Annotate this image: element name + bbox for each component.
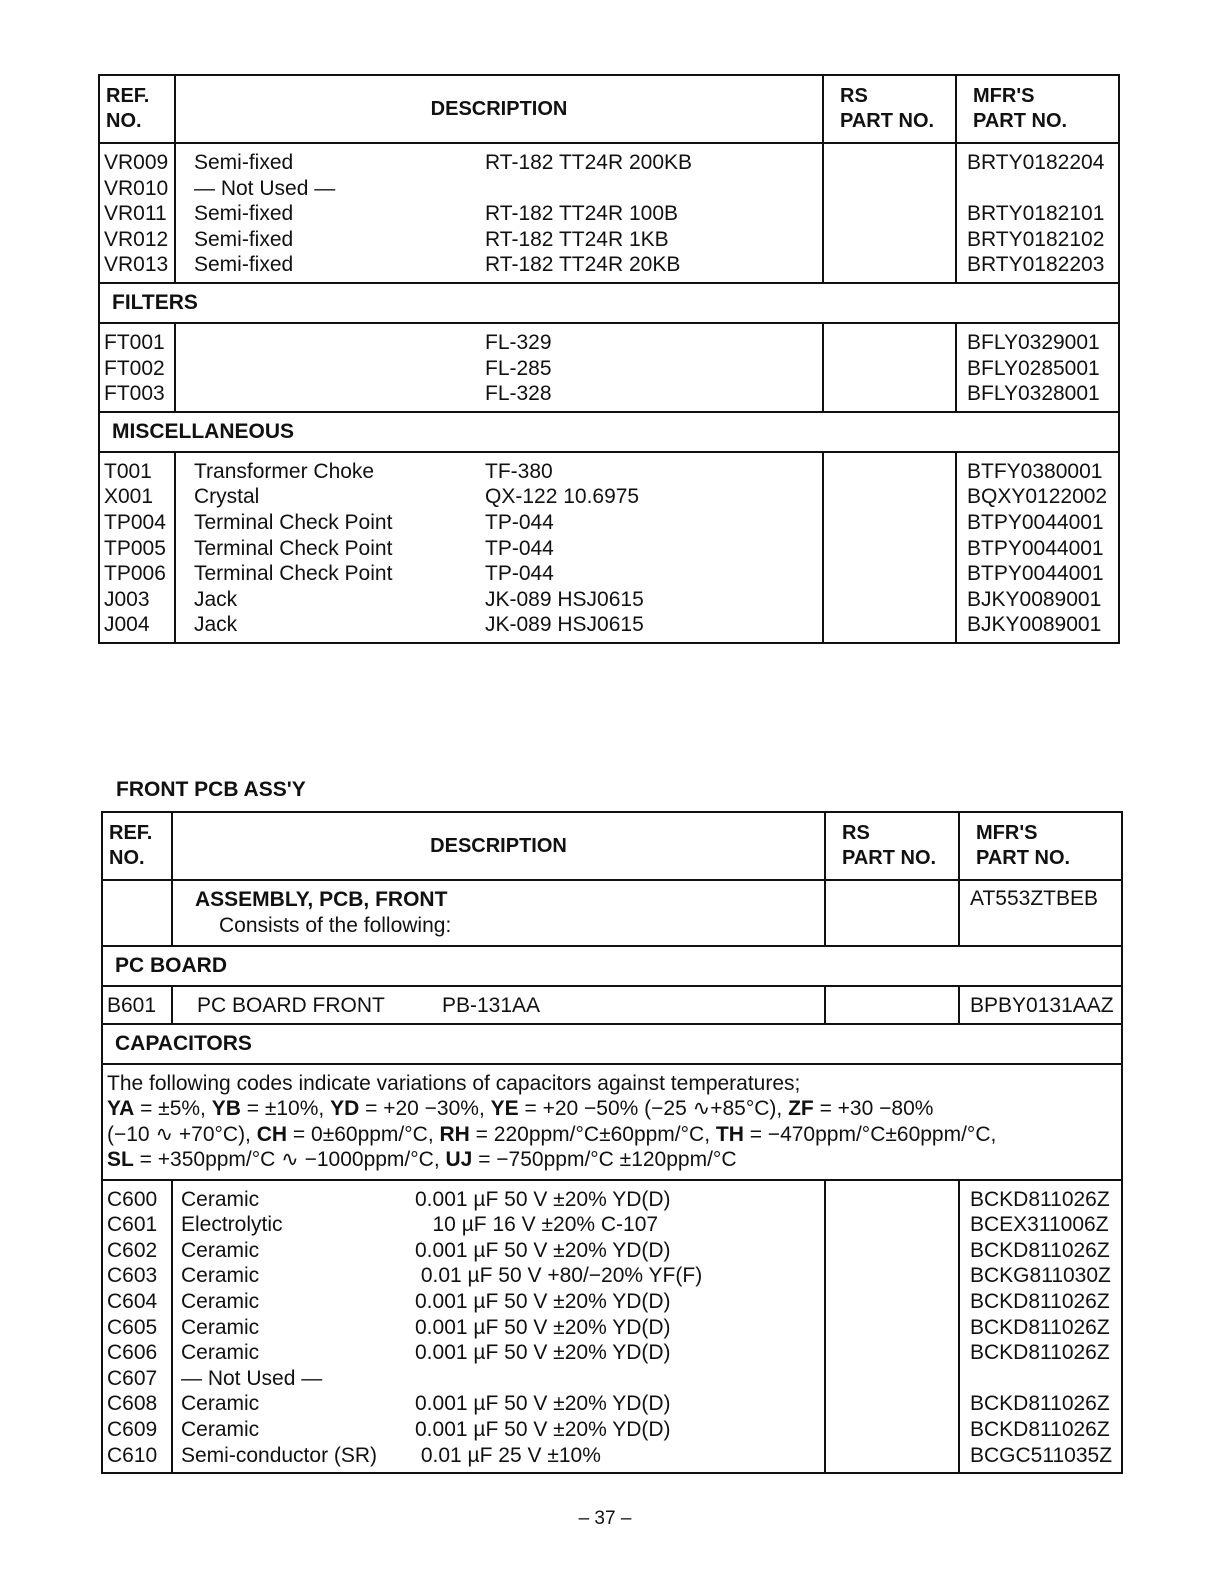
mfr-part-no: BCKD811026Z [970, 1187, 1110, 1211]
rs-part-no [828, 176, 951, 202]
mfr-part-no: BCKD811026Z [970, 1315, 1110, 1339]
part-value: FL-329 [485, 330, 552, 354]
ref-no: C606 [107, 1341, 158, 1365]
part-type: Semi-fixed [194, 151, 294, 174]
description-cell [175, 143, 823, 283]
rs-part-no [830, 1315, 954, 1341]
part-value: 0.001 µF 50 V ±20% YD(D) [415, 1187, 671, 1211]
description-line [180, 227, 818, 253]
part-type: Ceramic [181, 1315, 260, 1339]
part-value: TP-044 [485, 510, 554, 534]
assembly-row [102, 880, 1122, 946]
header-mfr-part-no: MFR'S PART NO. [956, 75, 1119, 143]
description-line [180, 176, 818, 202]
description-line [177, 1443, 820, 1469]
rs-part-no [830, 1212, 954, 1238]
ref-no: C608 [107, 1392, 158, 1416]
part-type: — Not Used — [181, 1366, 323, 1390]
rs-part-no [830, 1417, 954, 1443]
rs-part-no [828, 612, 951, 638]
part-value: 0.001 µF 50 V ±20% YD(D) [415, 1341, 671, 1365]
assembly-title: ASSEMBLY, PCB, FRONT [195, 888, 448, 911]
note-line: YA = ±5%, YB = ±10%, YD = +20 −30%, YE = +20 −50% (−25 ∿+85°C), ZF = +30 −80% [107, 1097, 934, 1121]
part-type: Ceramic [181, 1238, 260, 1262]
header-row [102, 812, 1122, 880]
ref-no: C604 [107, 1289, 158, 1313]
rs-cell [825, 986, 959, 1024]
mfr-cell [956, 452, 1119, 643]
description-line [177, 1315, 820, 1341]
description-line [180, 510, 818, 536]
section-title: CAPACITORS [102, 1024, 1122, 1064]
part-value: 0.01 µF 50 V +80/−20% YF(F) [415, 1264, 703, 1288]
part-type: Terminal Check Point [194, 536, 393, 560]
ref-no: TP006 [104, 562, 166, 586]
part-type: Ceramic [181, 1187, 260, 1211]
rows-block [102, 986, 1122, 1024]
part-type: Ceramic [181, 1264, 260, 1288]
header-description: DESCRIPTION [175, 75, 823, 143]
part-type: Semi-conductor (SR) [181, 1443, 378, 1467]
part-type: Jack [194, 587, 238, 611]
mfr-cell [956, 323, 1119, 412]
part-value: 0.001 µF 50 V ±20% YD(D) [415, 1238, 671, 1262]
ref-no: VR009 [104, 151, 169, 174]
page-number: – 37 – [578, 1508, 632, 1529]
part-type: Ceramic [181, 1392, 260, 1416]
part-type: PC BOARD FRONT [197, 994, 385, 1017]
part-type: Transformer Choke [194, 459, 375, 483]
ref-no: VR012 [104, 227, 169, 251]
note-line: The following codes indicate variations of capacitors against temperatures; [107, 1071, 801, 1095]
description-line [177, 1289, 820, 1315]
section-title: MISCELLANEOUS [99, 412, 1119, 452]
header-description: DESCRIPTION [172, 812, 825, 880]
part-type: Terminal Check Point [194, 510, 393, 534]
description-cell [175, 452, 823, 643]
rs-part-no [830, 1187, 954, 1213]
description-line [180, 356, 818, 382]
part-value: FL-285 [485, 356, 552, 380]
header-row [99, 75, 1119, 143]
rs-cell [823, 323, 956, 412]
code-label: ZF [788, 1097, 814, 1121]
rs-part-no [828, 510, 951, 536]
part-value: TP-044 [485, 536, 554, 560]
mfr-part-no: BTFY0380001 [967, 459, 1103, 483]
mfr-part-no: BCKD811026Z [970, 1392, 1110, 1416]
part-value: TP-044 [485, 562, 554, 586]
ref-no: VR013 [104, 253, 169, 277]
mfr-part-no: BCKD811026Z [970, 1238, 1110, 1262]
mfr-part-no: BJKY0089001 [967, 587, 1102, 611]
parts-table-main [98, 74, 1120, 644]
part-type: Ceramic [181, 1341, 260, 1365]
mfr-part-no: BCKD811026Z [970, 1289, 1110, 1313]
description-line [177, 1212, 820, 1238]
code-label: YB [211, 1097, 241, 1121]
rs-part-no [830, 1238, 954, 1264]
rs-part-no [830, 993, 954, 1019]
rs-part-no [828, 227, 951, 253]
rs-part-no [828, 561, 951, 587]
description-line [180, 612, 818, 638]
assembly-mfr-part-no: AT553ZTBEB [959, 880, 1122, 946]
mfr-part-no: BPBY0131AAZ [970, 994, 1114, 1017]
part-type: Crystal [194, 485, 260, 509]
section-row [102, 1024, 1122, 1064]
rs-part-no [830, 1366, 954, 1392]
ref-no: C609 [107, 1417, 158, 1441]
part-value: JK-089 HSJ0615 [485, 613, 644, 637]
code-label: YD [330, 1097, 360, 1121]
ref-cell [99, 323, 175, 412]
part-value: 0.001 µF 50 V ±20% YD(D) [415, 1315, 671, 1339]
rs-part-no [830, 1289, 954, 1315]
description-line [180, 381, 818, 407]
header-rs-part-no: RS PART NO. [825, 812, 959, 880]
header-rs-part-no: RS PART NO. [823, 75, 956, 143]
description-line [177, 1340, 820, 1366]
mfr-cell [959, 986, 1122, 1024]
code-label: YA [107, 1097, 135, 1121]
ref-no: TP004 [104, 510, 166, 534]
description-line [177, 1366, 820, 1392]
ref-cell [102, 1180, 172, 1474]
rs-part-no [828, 459, 951, 485]
description-line [180, 330, 818, 356]
part-type: Semi-fixed [194, 202, 294, 226]
part-value: RT-182 TT24R 200KB [485, 151, 693, 174]
ref-no: FT001 [104, 330, 165, 354]
ref-no: C607 [107, 1366, 158, 1390]
rs-cell [823, 452, 956, 643]
part-type: — Not Used — [194, 176, 336, 200]
mfr-part-no: BRTY0182102 [967, 227, 1105, 251]
part-value: 10 µF 16 V ±20% C-107 [415, 1213, 659, 1237]
part-type: Electrolytic [181, 1213, 283, 1237]
part-value: RT-182 TT24R 100B [485, 202, 678, 226]
ref-no: FT003 [104, 382, 165, 406]
rs-part-no [830, 1263, 954, 1289]
rs-part-no [828, 536, 951, 562]
ref-cell [102, 986, 172, 1024]
description-line [180, 150, 818, 176]
code-label: RH [439, 1122, 470, 1146]
ref-no: T001 [104, 459, 152, 483]
rs-part-no [828, 587, 951, 613]
mfr-part-no: BCGC511035Z [970, 1443, 1113, 1467]
ref-no: VR010 [104, 176, 169, 200]
part-value: 0.01 µF 25 V ±10% [415, 1443, 601, 1467]
mfr-part-no: BTPY0044001 [967, 562, 1104, 586]
rs-part-no [828, 252, 951, 278]
code-label: YE [490, 1097, 519, 1121]
part-type: Semi-fixed [194, 227, 294, 251]
part-value: RT-182 TT24R 20KB [485, 253, 681, 277]
rs-part-no [830, 1443, 954, 1469]
code-label: TH [715, 1122, 744, 1146]
mfr-part-no: BQXY0122002 [967, 485, 1108, 509]
note-line: SL = +350ppm/°C ∿ −1000ppm/°C, UJ = −750ppm/°C ±120ppm/°C [107, 1148, 737, 1172]
code-label: SL [107, 1148, 134, 1172]
part-value: JK-089 HSJ0615 [485, 587, 644, 611]
rs-part-no [828, 356, 951, 382]
ref-no: C602 [107, 1238, 158, 1262]
parts-table-front-pcb [101, 811, 1123, 1474]
mfr-part-no: BTPY0044001 [967, 510, 1104, 534]
header-mfr-part-no: MFR'S PART NO. [959, 812, 1122, 880]
description-line [180, 484, 818, 510]
part-type: Jack [194, 613, 238, 637]
part-value: 0.001 µF 50 V ±20% YD(D) [415, 1392, 671, 1416]
part-type: Ceramic [181, 1417, 260, 1441]
rs-part-no [830, 1340, 954, 1366]
ref-cell [102, 880, 172, 946]
description-line [177, 1391, 820, 1417]
mfr-part-no: BCEX311006Z [970, 1213, 1109, 1237]
part-value: 0.001 µF 50 V ±20% YD(D) [415, 1289, 671, 1313]
rs-part-no [830, 1391, 954, 1417]
mfr-part-no: BRTY0182203 [967, 253, 1105, 277]
mfr-part-no: BCKD811026Z [970, 1341, 1110, 1365]
mfr-part-no: BTPY0044001 [967, 536, 1104, 560]
section-row [99, 412, 1119, 452]
description-line [180, 587, 818, 613]
description-line [180, 201, 818, 227]
mfr-part-no: BJKY0089001 [967, 613, 1102, 637]
description-line [180, 252, 818, 278]
mfr-part-no: BFLY0329001 [967, 330, 1100, 354]
rows-block [102, 1180, 1122, 1474]
rs-part-no [828, 484, 951, 510]
description-cell [172, 1180, 825, 1474]
description-line [177, 1187, 820, 1213]
header-ref-no: REF. NO. [99, 75, 175, 143]
rs-part-no [828, 150, 951, 176]
ref-cell [99, 143, 175, 283]
ref-no: B601 [107, 994, 157, 1017]
description-line [177, 1238, 820, 1264]
rows-block [99, 143, 1119, 283]
part-value: 0.001 µF 50 V ±20% YD(D) [415, 1417, 671, 1441]
mfr-part-no: BRTY0182204 [967, 151, 1105, 174]
code-label: CH [256, 1122, 288, 1146]
rs-part-no [828, 201, 951, 227]
section-row [99, 283, 1119, 323]
part-value: PB-131AA [442, 994, 541, 1017]
ref-no: J004 [104, 613, 150, 637]
part-type: Terminal Check Point [194, 562, 393, 586]
mfr-part-no [961, 176, 1114, 202]
mfr-part-no [964, 1366, 1117, 1392]
code-label: UJ [445, 1148, 473, 1172]
ref-no: C601 [107, 1213, 158, 1237]
description-cell [172, 986, 825, 1024]
part-value: QX-122 10.6975 [485, 485, 640, 509]
mfr-part-no: BFLY0328001 [967, 382, 1100, 406]
section-title: PC BOARD [102, 946, 1122, 986]
ref-no: C603 [107, 1264, 158, 1288]
description-line [177, 1417, 820, 1443]
part-value: TF-380 [485, 459, 553, 483]
description-cell [175, 323, 823, 412]
section-title-front-pcb: FRONT PCB ASS'Y [116, 778, 306, 801]
ref-no: VR011 [104, 202, 167, 226]
part-value: RT-182 TT24R 1KB [485, 227, 669, 251]
rows-block [99, 452, 1119, 643]
assembly-subtitle: Consists of the following: [219, 914, 452, 937]
note-line: (−10 ∿ +70°C), CH = 0±60ppm/°C, RH = 220ppm/°C±60ppm/°C, TH = −470ppm/°C±60ppm/°C, [107, 1122, 997, 1146]
ref-no: C600 [107, 1187, 158, 1211]
description-line [177, 993, 820, 1019]
part-type: Ceramic [181, 1289, 260, 1313]
section-title: FILTERS [99, 283, 1119, 323]
ref-no: X001 [104, 485, 154, 509]
description-line [180, 536, 818, 562]
mfr-part-no: BFLY0285001 [967, 356, 1100, 380]
rs-part-no [828, 381, 951, 407]
mfr-part-no: BRTY0182101 [967, 202, 1105, 226]
capacitor-note-row [102, 1064, 1122, 1180]
mfr-cell [959, 1180, 1122, 1474]
capacitor-note [102, 1064, 1122, 1180]
section-row [102, 946, 1122, 986]
rs-cell [825, 880, 959, 946]
rs-part-no [828, 330, 951, 356]
part-value: FL-328 [485, 382, 552, 406]
rs-cell [823, 143, 956, 283]
rs-cell [825, 1180, 959, 1474]
ref-no: C605 [107, 1315, 158, 1339]
mfr-part-no: BCKD811026Z [970, 1417, 1110, 1441]
description-line [180, 459, 818, 485]
description-line [177, 1263, 820, 1289]
ref-cell [99, 452, 175, 643]
ref-no: TP005 [104, 536, 166, 560]
part-type: Semi-fixed [194, 253, 294, 277]
ref-no: FT002 [104, 356, 165, 380]
ref-no: C610 [107, 1443, 158, 1467]
header-ref-no: REF. NO. [102, 812, 172, 880]
mfr-cell [956, 143, 1119, 283]
ref-no: J003 [104, 587, 150, 611]
description-line [180, 561, 818, 587]
rows-block [99, 323, 1119, 412]
mfr-part-no: BCKG811030Z [970, 1264, 1111, 1288]
assembly-description [172, 880, 825, 946]
